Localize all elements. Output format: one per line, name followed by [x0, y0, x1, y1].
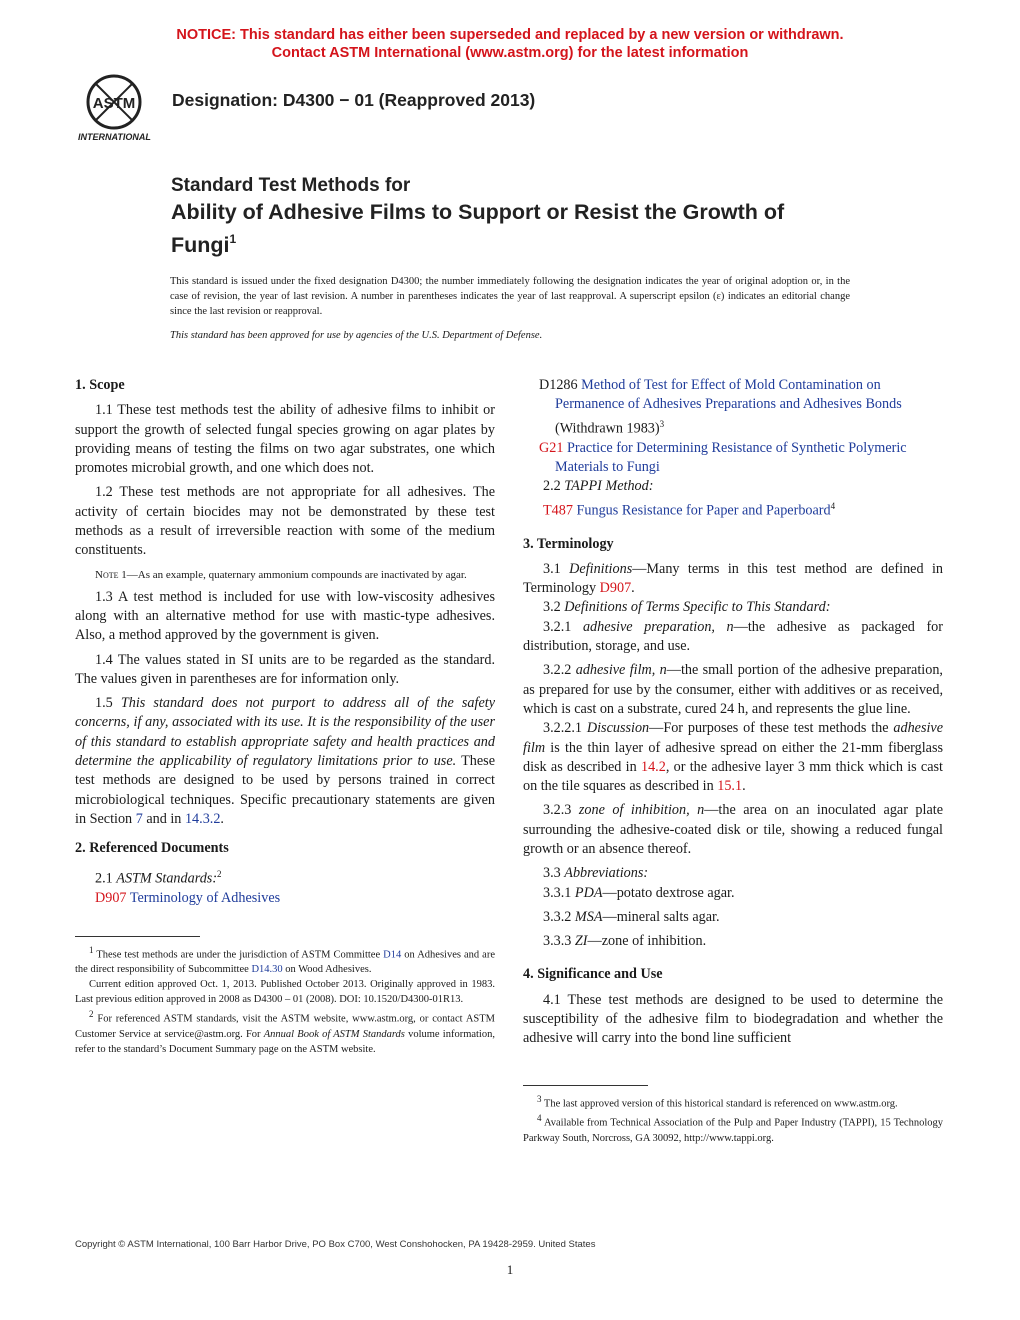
- title-line-2: Ability of Adhesive Films to Support or Resist the Growth of: [171, 200, 785, 224]
- ref-g21-code[interactable]: G21: [539, 439, 564, 456]
- para-2-1-num: 2.1: [95, 870, 117, 887]
- para-3-2-2: [523, 661, 943, 719]
- footnote-2: [75, 1007, 495, 1057]
- specific-definitions-label: Definitions of Terms Specific to This Standard:: [564, 599, 831, 616]
- notice-line-2: Contact ASTM International (www.astm.org) for the latest information: [271, 45, 749, 61]
- document-title: [171, 173, 891, 259]
- astm-standards-label: ASTM Standards:: [116, 870, 218, 887]
- terminology-heading: 3. Terminology: [523, 535, 614, 552]
- para-3-3: [523, 864, 943, 883]
- para-3-3-3-text: —zone of inhibition.: [587, 933, 707, 950]
- note-1: [75, 568, 495, 583]
- para-1-5-end: .: [220, 810, 224, 827]
- para-2-2-num: 2.2: [543, 478, 565, 495]
- footnote-4-text: Available from Technical Association of the Pulp and Paper Industry (TAPPI), 15 Technology Parkway South, Norcross, GA 30092, http://www.tappi.org.: [523, 1117, 943, 1144]
- footnote-1: [75, 943, 495, 978]
- footnote-1-text-c: on Wood Adhesives.: [282, 964, 372, 976]
- ref-g21-title[interactable]: Practice for Determining Resistance of Synthetic Polymeric Materials to Fungi: [555, 439, 907, 475]
- para-3-2-1: [523, 618, 943, 657]
- note-1-text: —As an example, quaternary ammonium compounds are inactivated by agar.: [126, 568, 467, 581]
- para-3-3-1: [523, 884, 943, 903]
- ref-t487-code[interactable]: T487: [543, 502, 573, 519]
- term-adhesive-preparation: adhesive preparation, n: [582, 618, 734, 635]
- ref-d1286[interactable]: [523, 376, 943, 439]
- link-d14-30[interactable]: D14.30: [251, 964, 283, 976]
- footnote-4-mark: 4: [537, 1113, 542, 1124]
- tappi-method-label: TAPPI Method:: [564, 478, 654, 495]
- logo-mark-text: ASTM: [92, 95, 136, 112]
- title-line-3: [171, 226, 891, 259]
- discussion-end: .: [742, 778, 746, 795]
- title-line-1: Standard Test Methods for: [171, 175, 411, 196]
- footnote-1-text-b: on Adhesives and are the direct responsibility of Subcommittee: [75, 949, 495, 976]
- title-footnote-ref: 1: [229, 232, 237, 246]
- para-1-5-num: 1.5: [95, 695, 121, 712]
- discussion-text-b: is the thin layer of adhesive spread on either the 21-mm fiberglass disk as described in: [523, 739, 943, 775]
- discussion-text-a: —For purposes of these test methods the: [649, 720, 894, 737]
- note-1-label: Note 1: [95, 568, 127, 581]
- para-1-5-rest: These test methods are designed to be used by persons trained in correct microbiological techniques. Specific precautionary statements are given in Section: [75, 753, 495, 827]
- footnote-2-text-b: volume information, refer to the standard’s Document Summary page on the ASTM website.: [75, 1028, 495, 1055]
- para-3-2-2-1: [523, 719, 943, 796]
- significance-heading: 4. Significance and Use: [523, 966, 663, 983]
- para-3-3-3-num: 3.3.3: [543, 933, 575, 950]
- footnotes-right: [523, 1092, 943, 1146]
- ref-d1286-title[interactable]: Method of Test for Effect of Mold Contamination on Permanence of Adhesives Preparations and Adhesives Bonds: [555, 377, 902, 413]
- para-2-2: [523, 477, 943, 496]
- title-line-3-text: Fungi: [171, 233, 230, 257]
- astm-logo-mark: [76, 72, 166, 144]
- para-3-1-text: —Many terms in this test method are defined in Terminology: [523, 560, 944, 597]
- definitions-term: Definitions: [569, 560, 633, 577]
- para-3-2-num: 3.2: [543, 599, 565, 616]
- para-1-1: 1.1 These test methods test the ability of adhesive films to inhibit or support the growth of selected fungal species growing on agar plates by providing means of testing the films on two agar substrates, one which promotes microbial growth, and one which does not.: [75, 402, 495, 477]
- para-3-3-2-text: —mineral salts agar.: [602, 908, 720, 925]
- link-14-3-2[interactable]: 14.3.2: [184, 810, 221, 827]
- ref-d1286-suffix: (Withdrawn 1983): [555, 420, 660, 437]
- designation: Designation: D4300 − 01 (Reapproved 2013): [172, 90, 536, 110]
- para-3-2-3: [523, 801, 943, 859]
- footnote-rule-right: [523, 1085, 648, 1086]
- ref-t487-title[interactable]: Fungus Resistance for Paper and Paperboard: [572, 502, 831, 519]
- footnote-4: [523, 1111, 943, 1146]
- para-3-1-end: .: [631, 580, 635, 597]
- left-column: [75, 376, 495, 1057]
- footnote-rule-left: [75, 936, 200, 937]
- safety-caveat: This standard does not purport to address all of the safety concerns, if any, associated with its use. It is the responsibility of the user of this standard to establish appropriate safety and health practices and determine the applicability of regulatory limitations prior to use.: [75, 695, 495, 770]
- para-3-2-3-num: 3.2.3: [543, 802, 579, 819]
- ref-t487[interactable]: [523, 497, 943, 521]
- para-1-3: 1.3 A test method is included for use with low-viscosity adhesives along with an alternative method for use with mastic-type adhesives. Also, a method approved by the government is given.: [75, 588, 495, 644]
- link-15-1[interactable]: 15.1: [717, 778, 743, 795]
- scope-heading: 1. Scope: [75, 377, 125, 393]
- refdocs-heading: 2. Referenced Documents: [75, 840, 229, 857]
- para-3-3-1-text: —potato dextrose agar.: [602, 884, 735, 901]
- discussion-italic: adhesive film: [523, 720, 944, 756]
- abbr-pda: PDA: [574, 884, 603, 901]
- ref-d907-title[interactable]: Terminology of Adhesives: [126, 889, 281, 906]
- astm-logo: [76, 72, 166, 144]
- footnote-2-italic: Annual Book of ASTM Standards: [263, 1028, 405, 1040]
- term-zone-of-inhibition: zone of inhibition, n: [578, 802, 705, 819]
- para-3-2-1-num: 3.2.1: [543, 618, 583, 635]
- notice-line-1: NOTICE: This standard has either been superseded and replaced by a new version or withdrawn.: [176, 27, 844, 43]
- logo-international-text: INTERNATIONAL: [78, 132, 151, 142]
- right-column: [523, 376, 943, 1146]
- footnote-ref-3: 3: [659, 418, 665, 429]
- footnote-1-text-a: These test methods are under the jurisdiction of ASTM Committee: [93, 949, 384, 961]
- approved-statement: This standard has been approved for use by agencies of the U.S. Department of Defense.: [170, 330, 543, 341]
- footnote-2-mark: 2: [89, 1009, 94, 1020]
- para-3-3-2: [523, 908, 943, 927]
- issued-statement: This standard is issued under the fixed designation D4300; the number immediately following the designation indicates the year of original adoption or, in the case of revision, the year of last revision. A number in parentheses indicates the year of last reapproval. A superscript epsilon (ε) indicates an editorial change since the last revision or reapproval.: [170, 276, 850, 318]
- footnote-3-text: The last approved version of this historical standard is referenced on www.astm.org.: [541, 1098, 898, 1110]
- para-2-1: [75, 865, 495, 889]
- withdrawal-notice: [0, 26, 1020, 62]
- ref-g21[interactable]: [523, 439, 943, 478]
- para-3-1-num: 3.1: [543, 560, 570, 577]
- para-3-2-2-num: 3.2.2: [543, 662, 576, 679]
- para-4-1: 4.1 These test methods are designed to be used to determine the susceptibility of the adhesive film to biodegradation and whether the adhesive will carry into the bond line sufficient: [523, 991, 943, 1047]
- para-3-2-2-1-num: 3.2.2.1: [543, 720, 587, 737]
- para-1-4: 1.4 The values stated in SI units are to be regarded as the standard. The values given in parentheses are for information only.: [75, 651, 495, 687]
- page-number: 1: [506, 1262, 514, 1277]
- footnote-3: [523, 1092, 943, 1112]
- para-3-3-2-num: 3.3.2: [543, 908, 575, 925]
- para-3-3-num: 3.3: [543, 865, 565, 882]
- ref-d1286-code[interactable]: D1286: [539, 377, 578, 393]
- para-3-3-1-num: 3.3.1: [543, 884, 575, 901]
- footnote-1-edition: Current edition approved Oct. 1, 2013. Published October 2013. Originally approved in 1983. Last previous edition approved in 2008 as D4300 – 01 (2008). DOI: 10.1520/D4300-01R13.: [75, 979, 495, 1006]
- para-3-1: [523, 560, 943, 599]
- ref-d907-code[interactable]: D907: [95, 889, 127, 906]
- para-3-3-3: [523, 932, 943, 951]
- abbr-msa: MSA: [574, 908, 603, 925]
- link-d14[interactable]: D14: [383, 949, 402, 961]
- term-adhesive-film: adhesive film, n: [575, 662, 667, 679]
- abbr-zi: ZI: [574, 933, 588, 950]
- para-3-2: [523, 598, 943, 617]
- footnote-ref-4: 4: [830, 500, 836, 511]
- para-3-2-3-text: —the area on an inoculated agar plate surrounding the adhesive-coated disk or tile, showing a reduced fungal growth or an absence thereof.: [523, 802, 944, 857]
- para-1-5: [75, 694, 495, 829]
- footnotes-left: [75, 943, 495, 1057]
- ref-d907[interactable]: [75, 889, 495, 908]
- para-3-2-2-text: —the small portion of the adhesive preparation, as prepared for use by the consumer, either with additives or as received, which is cast on a substrate, cured 24 h, and represents the glue line.: [523, 662, 943, 717]
- link-section-7[interactable]: 7: [135, 810, 143, 827]
- abbreviations-label: Abbreviations:: [564, 865, 649, 882]
- footnote-1-mark: 1: [89, 944, 94, 955]
- term-discussion: Discussion: [586, 720, 650, 737]
- para-1-5-and: and in: [142, 810, 185, 827]
- footnote-3-mark: 3: [537, 1093, 542, 1104]
- para-1-2: 1.2 These test methods are not appropriate for all adhesives. The activity of certain biocides may not be demonstrated by these test methods as a result of irreversible reaction with some of the medium constituents.: [75, 484, 495, 559]
- copyright: Copyright © ASTM International, 100 Barr Harbor Drive, PO Box C700, West Conshohocken, PA 19428-2959. United States: [75, 1239, 596, 1250]
- para-3-2-1-text: —the adhesive as packaged for distribution, storage, and use.: [523, 618, 943, 655]
- link-d907[interactable]: D907: [599, 580, 632, 597]
- footnote-ref-2: 2: [217, 868, 222, 879]
- link-14-2[interactable]: 14.2: [640, 758, 666, 775]
- footnote-2-text-a: For referenced ASTM standards, visit the ASTM website, www.astm.org, or contact ASTM Customer Service at service@astm.org. For: [75, 1013, 495, 1040]
- discussion-text-c: , or the adhesive layer 3 mm thick which is cast on the tile squares as described in: [523, 758, 943, 795]
